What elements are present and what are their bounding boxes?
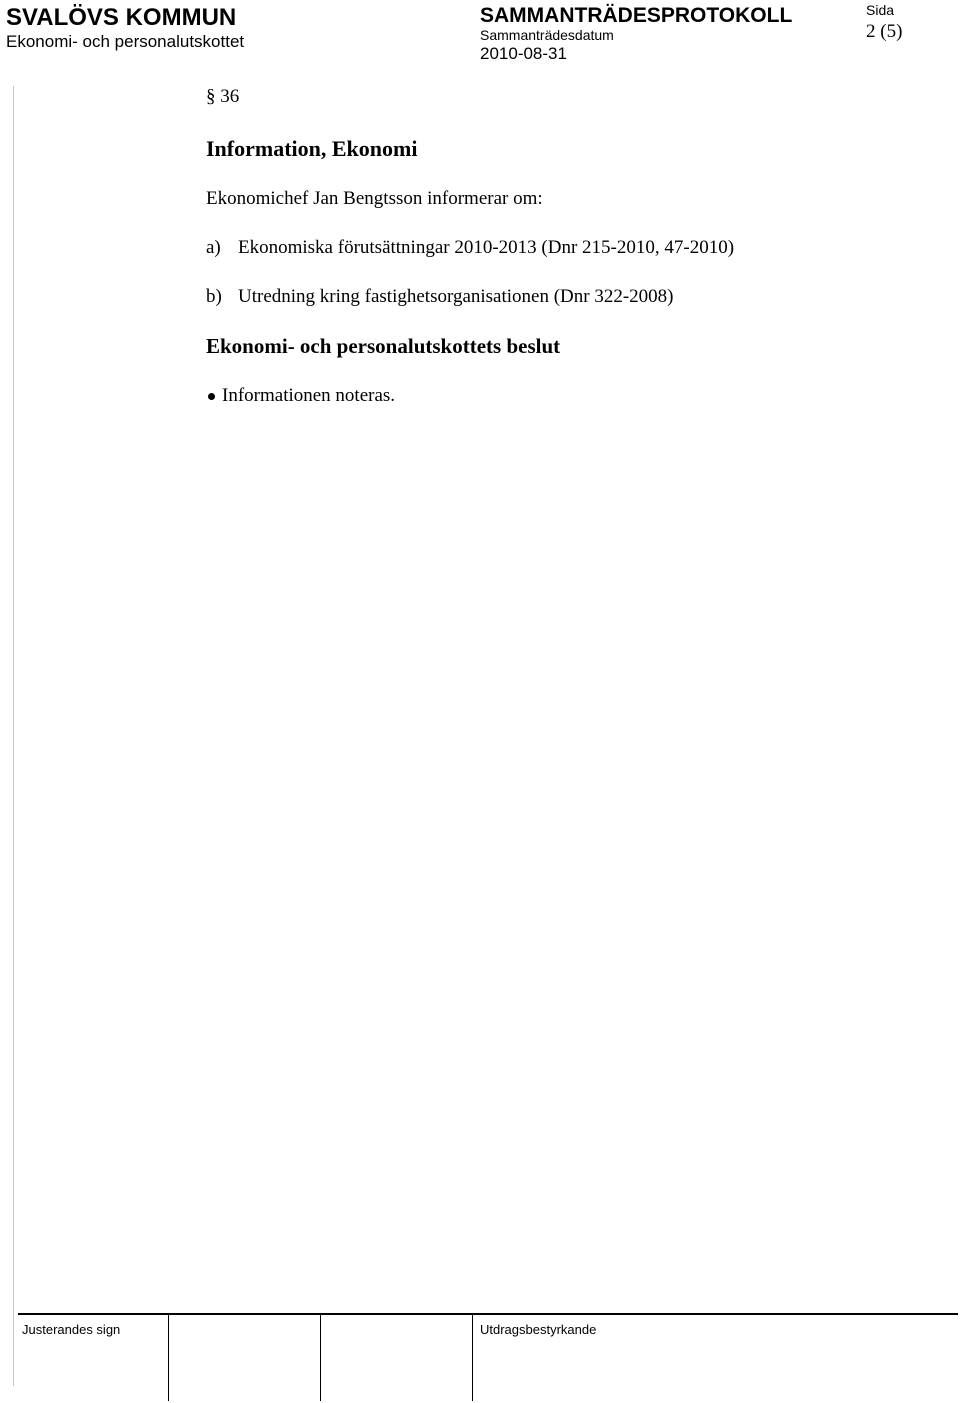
- decision-heading: Ekonomi- och personalutskottets beslut: [206, 334, 561, 358]
- section-number: § 36: [206, 86, 240, 107]
- signature-label: Justerandes sign: [22, 1322, 121, 1337]
- decision-bullet-text: Informationen noteras.: [222, 385, 396, 406]
- committee-name: Ekonomi- och personalutskottet: [6, 32, 245, 51]
- footer-divider: [472, 1313, 473, 1401]
- left-margin-line: [13, 86, 14, 1386]
- page-number: 2 (5): [866, 21, 903, 42]
- intro-paragraph: Ekonomichef Jan Bengtsson informerar om:: [206, 188, 543, 209]
- document-type: SAMMANTRÄDESPROTOKOLL: [480, 4, 793, 27]
- list-item-text: Utredning kring fastighetsorganisationen (Dnr 322-2008): [238, 286, 674, 307]
- list-item-marker: b): [206, 286, 222, 307]
- list-item-text: Ekonomiska förutsättningar 2010-2013 (Dnr 215-2010, 47-2010): [238, 237, 735, 258]
- organization-name: SVALÖVS KOMMUN: [6, 4, 237, 31]
- certification-label: Utdragsbestyrkande: [480, 1322, 597, 1337]
- meeting-date-label: Sammanträdesdatum: [480, 27, 614, 43]
- list-item-marker: a): [206, 237, 221, 258]
- footer-rule: [18, 1313, 958, 1315]
- bullet-icon: [208, 393, 215, 400]
- footer-divider: [168, 1313, 169, 1401]
- section-title: Information, Ekonomi: [206, 136, 418, 161]
- meeting-date-value: 2010-08-31: [480, 44, 567, 63]
- footer-divider: [320, 1313, 321, 1401]
- page-label: Sida: [866, 2, 895, 18]
